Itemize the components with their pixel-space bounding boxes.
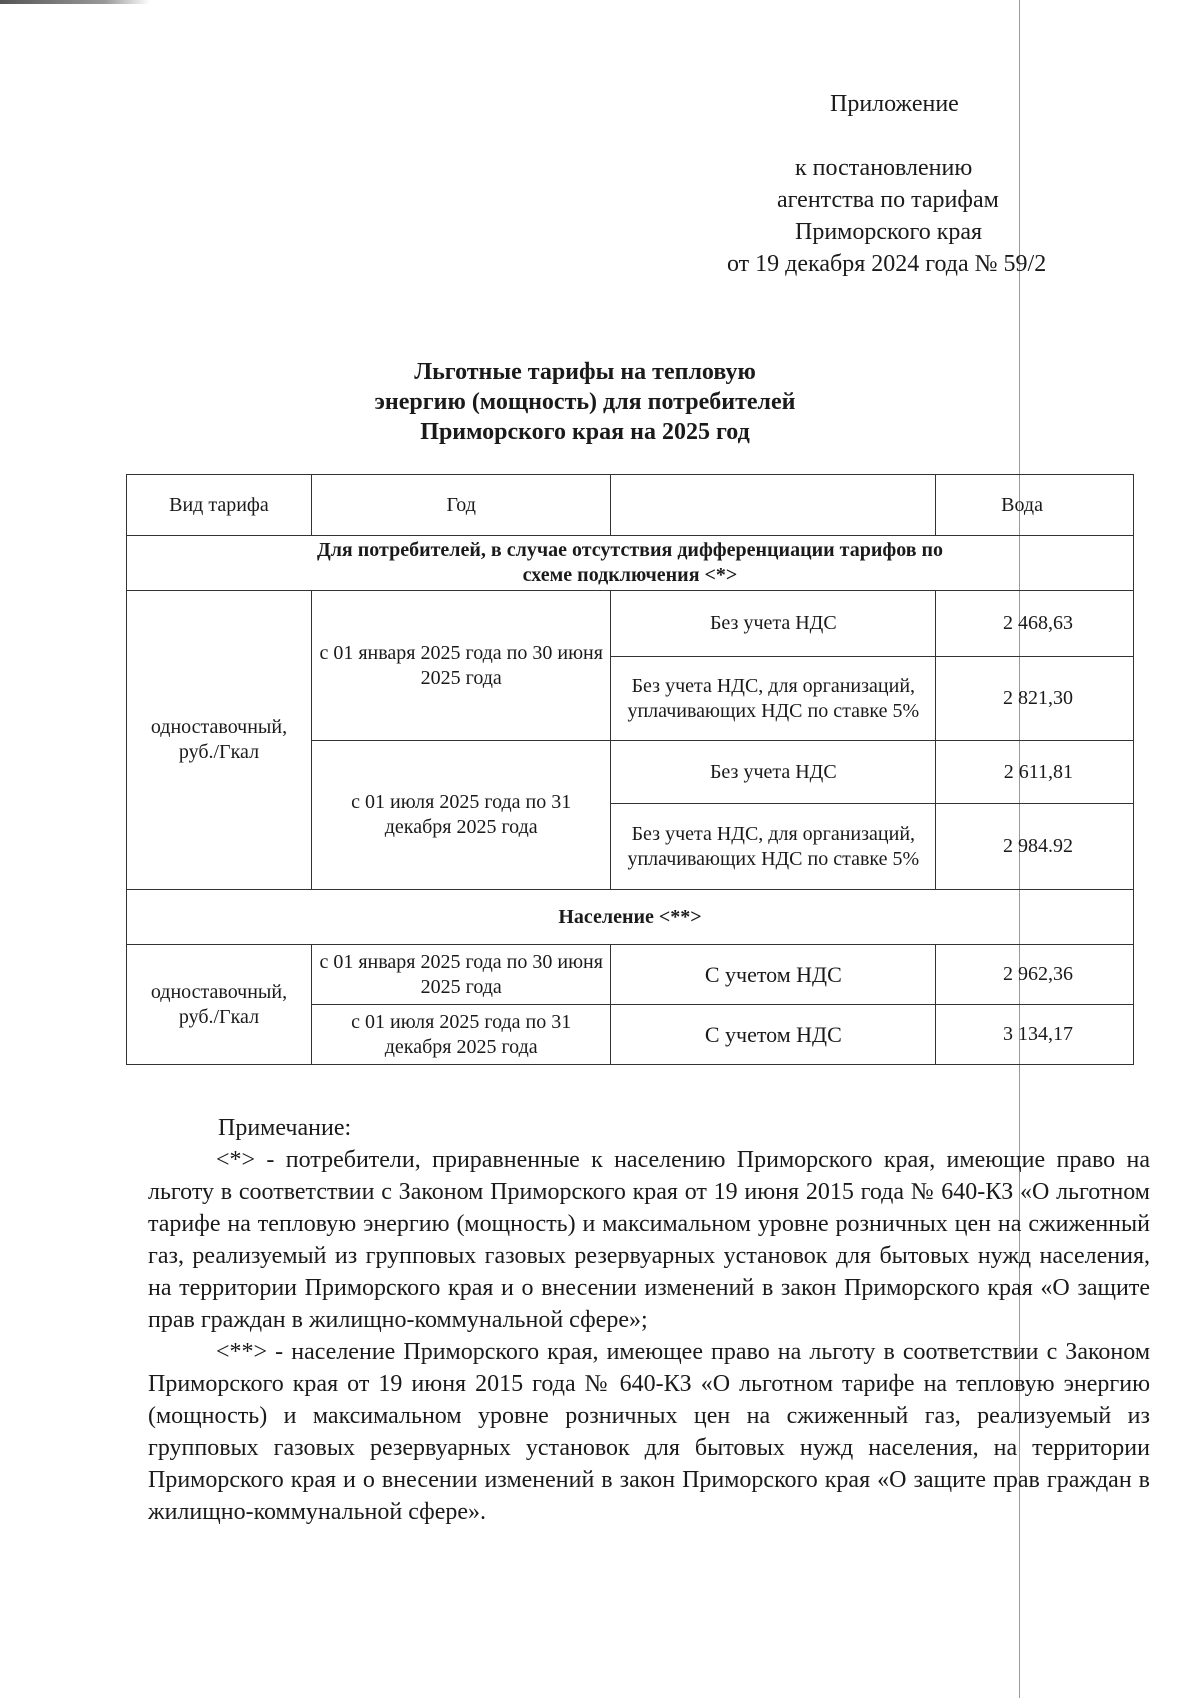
basis-cell: Без учета НДС [611, 741, 936, 804]
appendix-title: Приложение [830, 91, 959, 117]
basis-cell: Без учета НДС, для организаций, уплачивающих НДС по ставке 5% [611, 804, 936, 890]
value-cell: 2 984.92 [936, 804, 1134, 890]
section-row [127, 890, 1134, 945]
notes-heading: Примечание: [218, 1115, 352, 1141]
title-line-2: энергию (мощность) для потребителей [374, 389, 796, 415]
header-year: Год [311, 475, 611, 536]
tariff-type-cell: одноставочный, руб./Гкал [127, 945, 312, 1065]
value-cell: 2 468,63 [936, 591, 1134, 657]
basis-cell: Без учета НДС, для организаций, уплачивающих НДС по ставке 5% [611, 657, 936, 741]
period-cell: с 01 января 2025 года по 30 июня 2025 года [311, 591, 611, 741]
notes-block [148, 1112, 1150, 1528]
tariff-table [126, 474, 1134, 1065]
note-1: <*> - потребители, приравненные к населению Приморского края, имеющие право на льготу в соответствии с Законом Приморского края от 19 июня 2015 года № 640-КЗ «О льготном тарифе на тепловую энергию (мощность) и максимальном уровне розничных цен на сжиженный газ, реализуемый из групповых газовых резервуарных установок для бытовых нужд населения, на территории Приморского края и о внесении изменений в закон Приморского края «О защите прав граждан в жилищно-коммунальной сфере»; [148, 1147, 1150, 1333]
note-2: <**> - население Приморского края, имеющее право на льготу в соответствии с Законом Приморского края от 19 июня 2015 года № 640-КЗ «О льготном тарифе на тепловую энергию (мощность) и максимальном уровне розничных цен на сжиженный газ, реализуемый из групповых газовых резервуарных установок для бытовых нужд населения, на территории Приморского края и о внесении изменений в закон Приморского края «О защите прав граждан в жилищно-коммунальной сфере». [148, 1339, 1150, 1525]
scan-corner-mark [0, 0, 150, 4]
header-tariff-type: Вид тарифа [127, 475, 312, 536]
appendix-line-4: от 19 декабря 2024 года № 59/2 [727, 251, 1047, 277]
basis-cell: Без учета НДС [611, 591, 936, 657]
value-cell: 2 962,36 [936, 945, 1134, 1005]
table-row [127, 945, 1134, 1005]
title-line-3: Приморского края на 2025 год [420, 419, 750, 445]
value-cell: 3 134,17 [936, 1005, 1134, 1065]
table-header-row [127, 475, 1134, 536]
period-cell: с 01 января 2025 года по 30 июня 2025 года [311, 945, 611, 1005]
header-water: Вода [936, 475, 1134, 536]
section-title-consumers [127, 536, 1134, 591]
value-cell: 2 611,81 [936, 741, 1134, 804]
table-row [127, 591, 1134, 657]
section-row [127, 536, 1134, 591]
header-empty [611, 475, 936, 536]
basis-cell: С учетом НДС [611, 1005, 936, 1065]
document-title [300, 357, 870, 447]
section-title-population: Население <**> [127, 890, 1134, 945]
basis-cell: С учетом НДС [611, 945, 936, 1005]
appendix-line-3: Приморского края [795, 219, 983, 245]
value-cell: 2 821,30 [936, 657, 1134, 741]
period-cell: с 01 июля 2025 года по 31 декабря 2025 года [311, 741, 611, 890]
appendix-line-2: агентства по тарифам [777, 187, 999, 213]
tariff-type-cell: одноставочный, руб./Гкал [127, 591, 312, 890]
title-line-1: Льготные тарифы на тепловую [414, 359, 756, 385]
section-title-text: Для потребителей, в случае отсутствия дифференциации тарифов по схеме подключения <*> [316, 539, 944, 586]
period-cell: с 01 июля 2025 года по 31 декабря 2025 года [311, 1005, 611, 1065]
appendix-line-1: к постановлению [795, 155, 973, 181]
